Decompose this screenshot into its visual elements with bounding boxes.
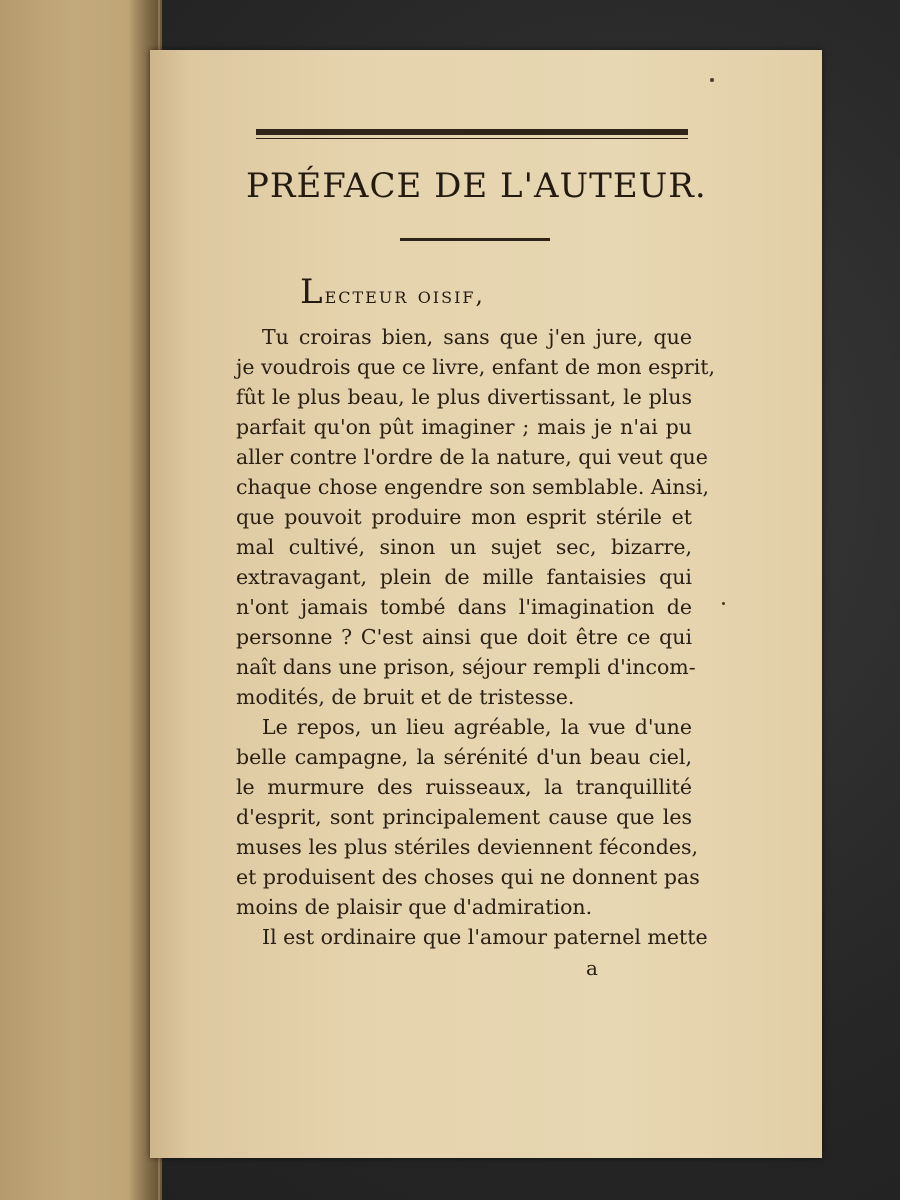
text-line: moins de plaisir que d'admiration. <box>236 895 593 919</box>
page-title: PRÉFACE DE L'AUTEUR. <box>246 166 707 206</box>
salutation <box>300 272 485 312</box>
text-line: je voudrois que ce livre, enfant de mon esprit, <box>236 355 716 379</box>
body-text <box>236 322 716 952</box>
text-line: et produisent des choses qui ne donnent pas <box>236 865 700 889</box>
text-line: modités, de bruit et de tristesse. <box>236 685 575 709</box>
text-line: belle campagne, la sérénité d'un beau ciel, <box>236 745 692 769</box>
text-line: personne ? C'est ainsi que doit être ce qui <box>236 625 692 649</box>
text-line: Il est ordinaire que l'amour paternel mette <box>262 925 708 949</box>
text-line: chaque chose engendre son semblable. Ainsi, <box>236 475 710 499</box>
paper-speck <box>722 602 725 605</box>
text-line: aller contre l'ordre de la nature, qui veut que <box>236 445 708 469</box>
text-line: Le repos, un lieu agréable, la vue d'une <box>262 715 692 739</box>
signature-mark: a <box>586 956 598 980</box>
text-line: n'ont jamais tombé dans l'imagination de <box>236 595 692 619</box>
paper-speck <box>710 78 714 82</box>
text-line: que pouvoit produire mon esprit stérile et <box>236 505 692 529</box>
text-line: d'esprit, sont principalement cause que les <box>236 805 692 829</box>
text-line: naît dans une prison, séjour rempli d'incom- <box>236 655 696 679</box>
text-line: parfait qu'on pût imaginer ; mais je n'ai pu <box>236 415 692 439</box>
salutation-initial: L <box>300 272 325 312</box>
text-line: le murmure des ruisseaux, la tranquillité <box>236 775 692 799</box>
text-line: extravagant, plein de mille fantaisies qui <box>236 565 692 589</box>
salutation-rest: ecteur oisif, <box>324 283 485 309</box>
title-rule <box>400 238 550 241</box>
text-line: fût le plus beau, le plus divertissant, le plus <box>236 385 692 409</box>
text-line: Tu croiras bien, sans que j'en jure, que <box>262 325 692 349</box>
text-line: mal cultivé, sinon un sujet sec, bizarre, <box>236 535 692 559</box>
book-page <box>150 50 822 1158</box>
text-line: muses les plus stériles deviennent fécondes, <box>236 835 699 859</box>
